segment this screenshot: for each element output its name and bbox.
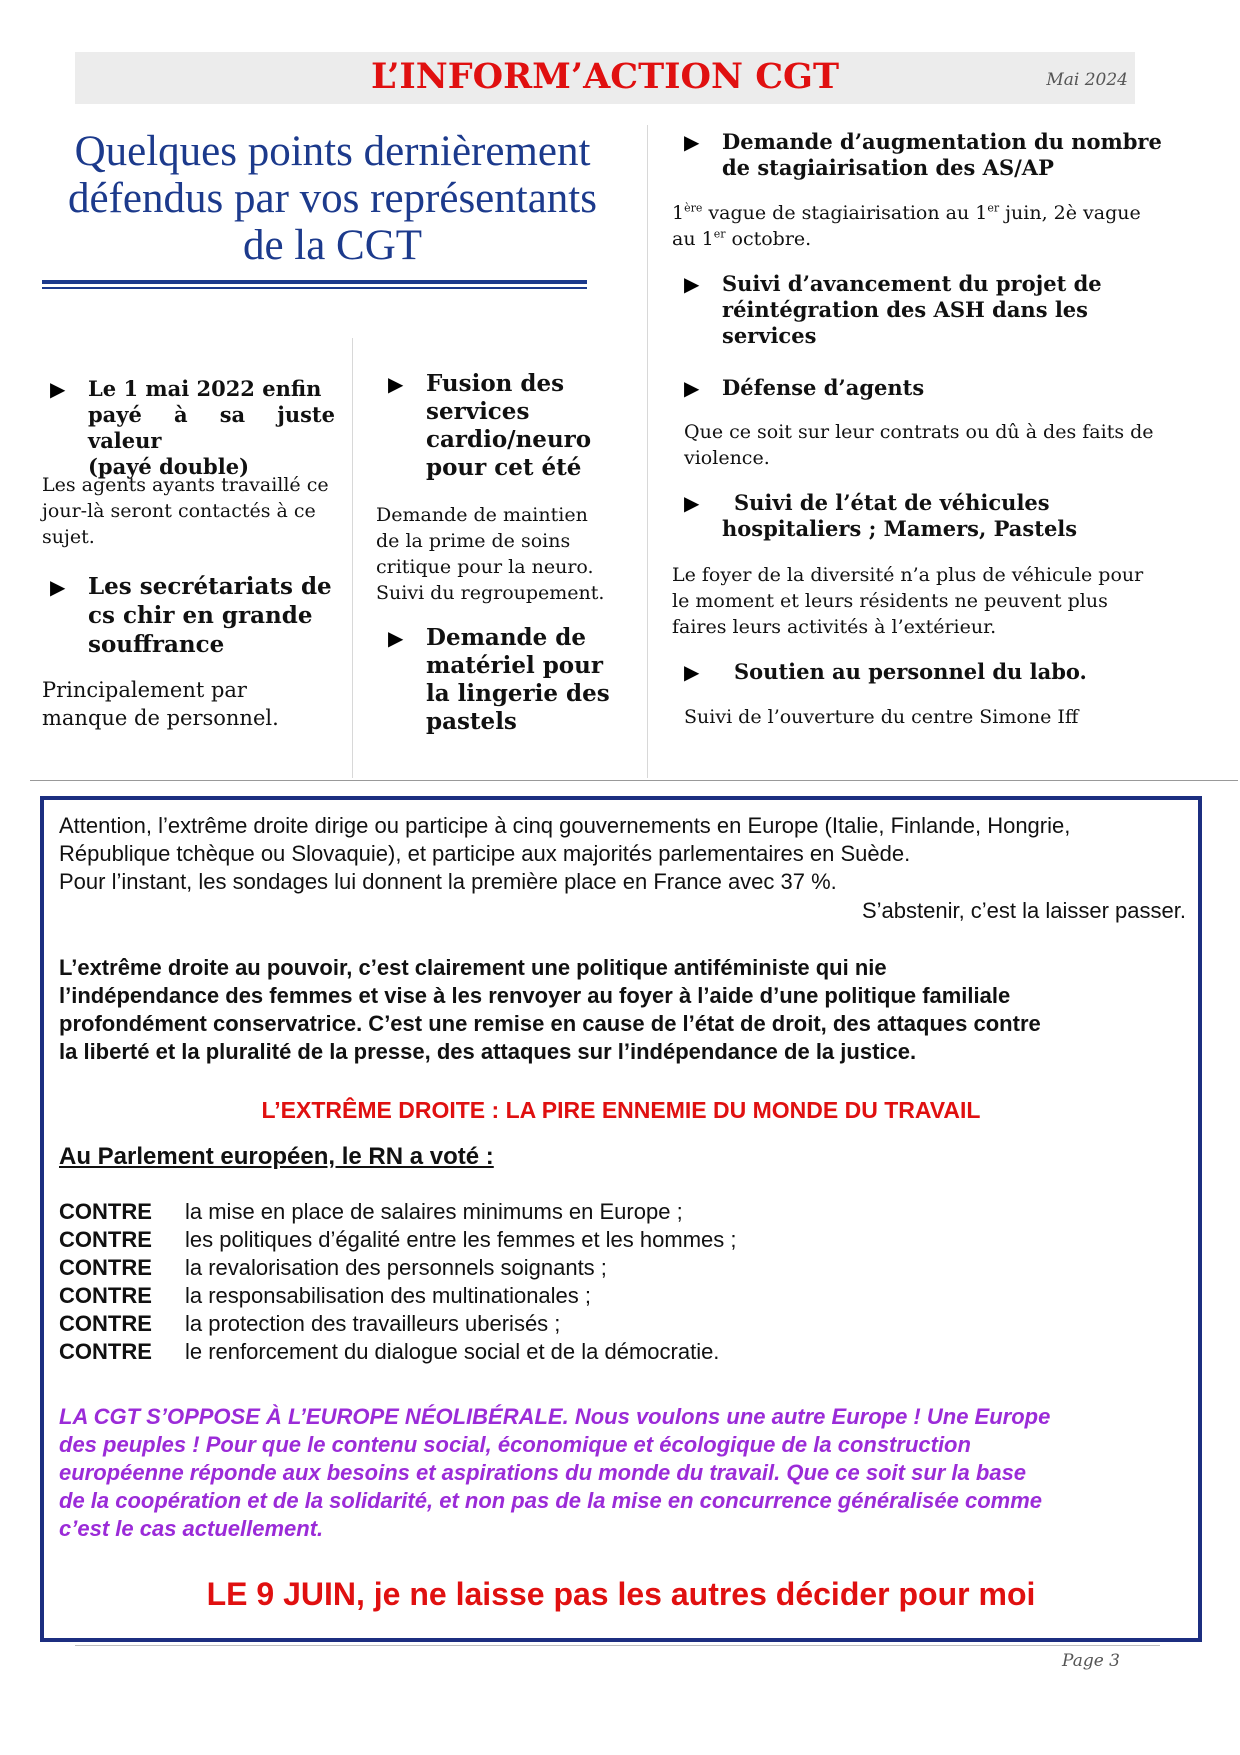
triangle-bullet-icon: ▶ <box>684 130 700 154</box>
triangle-bullet-icon: ▶ <box>388 626 404 650</box>
contre-item: CONTRE le renforcement du dialogue social et de la démocratie. <box>59 1339 720 1364</box>
bullet-body: 1ère vague de stagiairisation au 1er juin, 2è vague au 1er octobre. <box>672 201 1141 250</box>
bullet-body: Demande de maintien de la prime de soins critique pour la neuro. Suivi du regroupement. <box>376 504 605 604</box>
bullet-heading: Suivi d’avancement du projet de réintégration des ASH dans les services <box>722 271 1102 348</box>
bullet-heading: Suivi de l’état de véhicules hospitaliers ; Mamers, Pastels <box>722 490 1078 541</box>
bullet-heading: Fusion des services cardio/neuro pour cet été <box>426 370 592 481</box>
triangle-bullet-icon: ▶ <box>50 575 66 599</box>
bullet-item <box>388 370 628 482</box>
triangle-bullet-icon: ▶ <box>684 491 700 515</box>
bullet-item <box>388 624 628 736</box>
bullet-item <box>50 572 335 659</box>
heading-underline <box>42 280 587 284</box>
bullet-body: Que ce soit sur leur contrats ou dû à des faits de violence. <box>684 421 1154 469</box>
heading-underline <box>42 287 587 289</box>
bullet-item <box>684 659 1174 685</box>
newsletter-title: L’INFORM’ACTION CGT <box>370 56 839 97</box>
contre-item: CONTRE la revalorisation des personnels soignants ; <box>59 1255 607 1280</box>
section-heading <box>40 128 625 269</box>
heading-line: Quelques points dernièrement <box>74 128 591 175</box>
bullet-heading: Demande de matériel pour la lingerie des pastels <box>426 624 610 735</box>
triangle-bullet-icon: ▶ <box>684 272 700 296</box>
vote-slogan: LE 9 JUIN, je ne laisse pas les autres décider pour moi <box>206 1576 1036 1612</box>
bullet-heading: Les secrétariats de cs chir en grande souffrance <box>88 573 332 658</box>
intro-paragraph: Attention, l’extrême droite dirige ou participe à cinq gouvernements en Europe (Italie, Finlande, Hongrie, République tchèque ou Slovaquie), et participe aux majorités parlementaires en Suède. Pour l’instant, les sondages lui donnent la première place en France avec 37 %. <box>59 813 1071 894</box>
bullet-heading: Défense d’agents <box>722 375 925 400</box>
bullet-body: Le foyer de la diversité n’a plus de véhicule pour le moment et leurs résidents ne peuvent plus faires leurs activités à l’extérieur. <box>672 564 1144 638</box>
contre-item: CONTRE la mise en place de salaires minimums en Europe ; <box>59 1199 683 1224</box>
bullet-item <box>684 129 1174 181</box>
bullet-item <box>50 376 335 480</box>
triangle-bullet-icon: ▶ <box>50 377 66 401</box>
bold-paragraph: L’extrême droite au pouvoir, c’est clairement une politique antiféministe qui nie l’indépendance des femmes et vise à les renvoyer au foyer à l’aide d’une politique familiale profondément conservatrice. C’est une remise en cause de l’état de droit, des attaques contre la liberté et la pluralité de la presse, des attaques sur l’indépendance de la justice. <box>59 955 1041 1064</box>
bullet-heading: Le 1 mai 2022 enfin payé à sa juste valeur (payé double) <box>88 376 335 479</box>
issue-date: Mai 2024 <box>1046 70 1128 90</box>
cgt-statement: LA CGT S’OPPOSE À L’EUROPE NÉOLIBÉRALE. Nous voulons une autre Europe ! Une Europe des peuples ! Pour que le contenu social, économique et écologique de la construction européenne réponde aux besoins et aspirations du monde du travail. Que ce soit sur la base de la coopération et de la solidarité, et non pas de la mise en concurrence généralisée comme c’est le cas actuellement. <box>59 1404 1051 1541</box>
heading-line: défendus par vos représentants <box>68 175 597 222</box>
bullet-body: Suivi de l’ouverture du centre Simone Iff <box>684 706 1079 728</box>
bullet-item <box>684 375 1174 401</box>
contre-item: CONTRE la protection des travailleurs uberisés ; <box>59 1311 561 1336</box>
rn-vote-heading: Au Parlement européen, le RN a voté : <box>59 1143 494 1170</box>
contre-item: CONTRE la responsabilisation des multinationales ; <box>59 1283 592 1308</box>
column-divider <box>352 338 353 778</box>
column-divider <box>647 125 648 778</box>
section-divider <box>30 780 1238 781</box>
abstain-line: S’abstenir, c’est la laisser passer. <box>861 898 1186 923</box>
bullet-item <box>684 271 1174 349</box>
bullet-heading: Soutien au personnel du labo. <box>734 659 1087 684</box>
footer-rule <box>75 1645 1160 1646</box>
bullet-body: Les agents ayants travaillé ce jour-là seront contactés à ce sujet. <box>42 474 329 548</box>
page-number: Page 3 <box>1062 1651 1120 1671</box>
triangle-bullet-icon: ▶ <box>388 372 404 396</box>
red-heading: L’EXTRÊME DROITE : LA PIRE ENNEMIE DU MONDE DU TRAVAIL <box>261 1097 981 1123</box>
bullet-item <box>684 490 1174 542</box>
triangle-bullet-icon: ▶ <box>684 660 700 684</box>
contre-item: CONTRE les politiques d’égalité entre les femmes et les hommes ; <box>59 1227 737 1252</box>
bullet-heading: Demande d’augmentation du nombre de stagiairisation des AS/AP <box>722 129 1162 180</box>
heading-line: de la CGT <box>242 222 423 269</box>
triangle-bullet-icon: ▶ <box>684 376 700 400</box>
bullet-body: Principalement par manque de personnel. <box>42 678 279 730</box>
